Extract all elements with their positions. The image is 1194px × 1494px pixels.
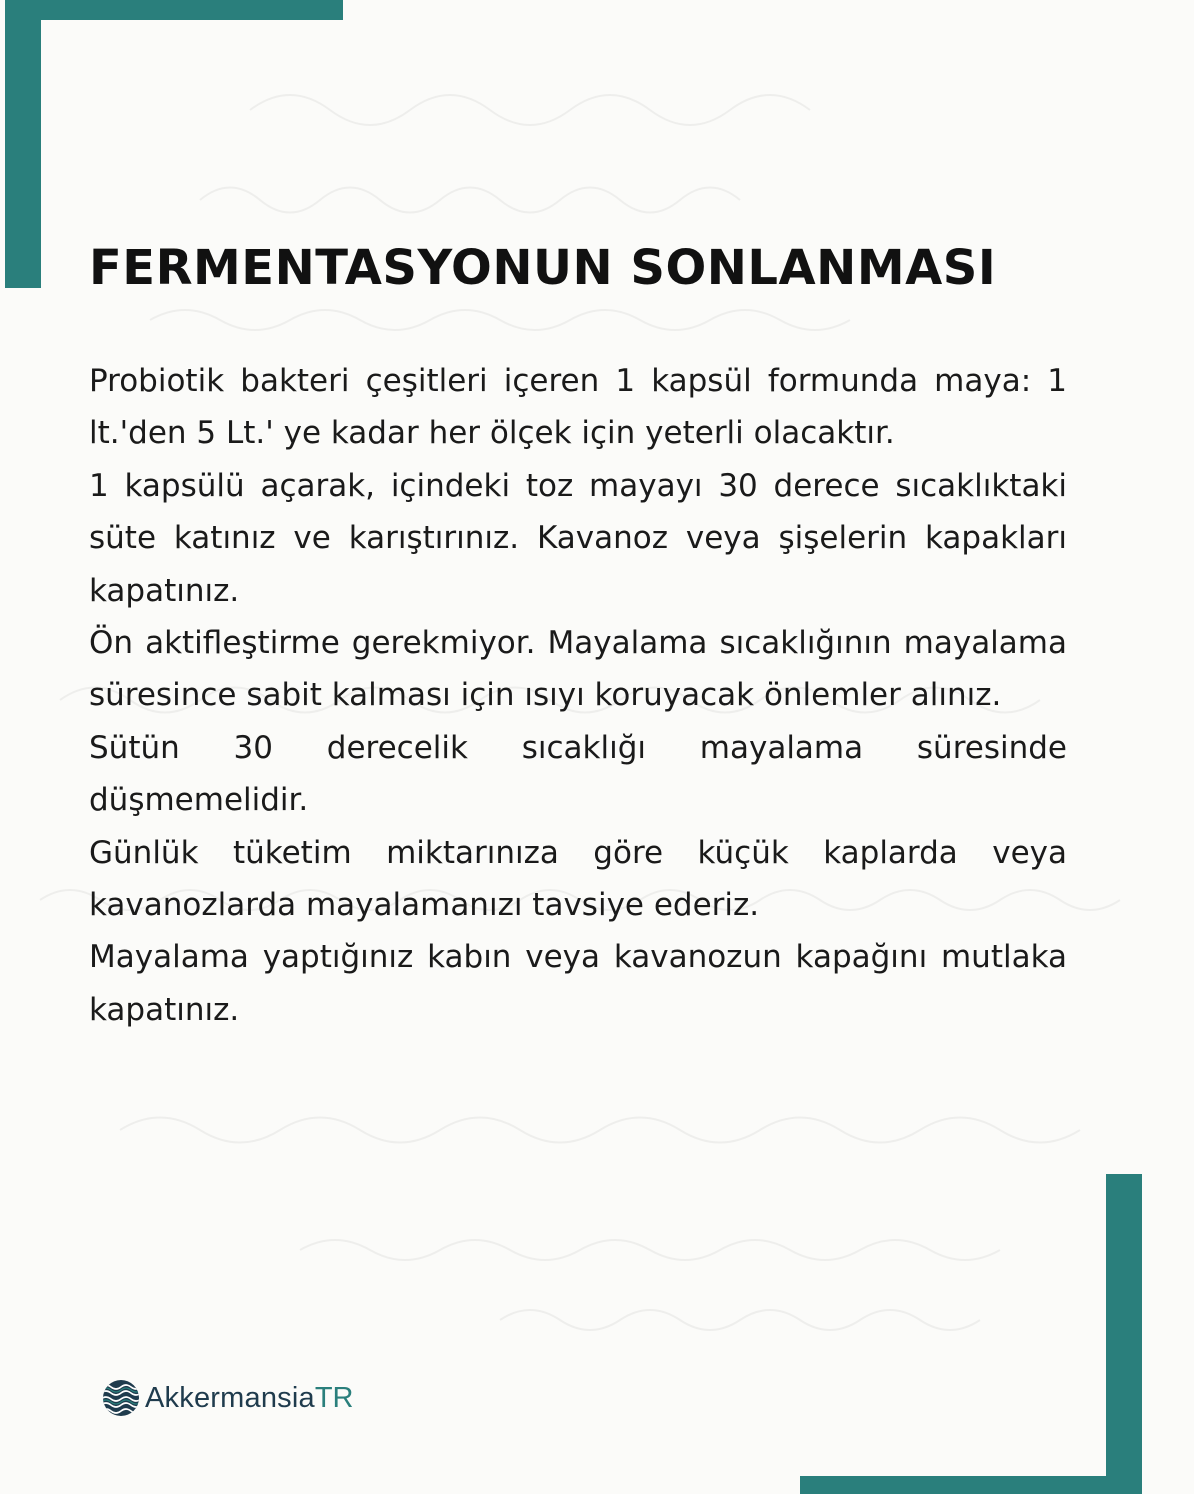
brand-name: Akkermansia: [145, 1381, 315, 1414]
instruction-paragraph: Günlük tüketim miktarınıza göre küçük kaplarda veya kavanozlarda mayalamanızı tavsiye ederiz.: [89, 834, 1067, 924]
page-title: FERMENTASYONUN SONLANMASI: [89, 240, 997, 296]
instructions-body: [89, 355, 1067, 1036]
instruction-paragraph: Probiotik bakteri çeşitleri içeren 1 kapsül formunda maya: 1 lt.'den 5 Lt.' ye kadar her ölçek için yeterli olacaktır.: [89, 363, 1067, 452]
corner-bracket-top-left-horizontal: [5, 0, 343, 20]
instruction-paragraph: Sütün 30 derecelik sıcaklığı mayalama süresinde düşmemelidir.: [89, 729, 1067, 819]
brand-suffix: TR: [314, 1381, 354, 1414]
brand-logo: [101, 1378, 354, 1418]
instruction-paragraph: Ön aktifleştirme gerekmiyor. Mayalama sıcaklığının mayalama süresince sabit kalması için ısıyı koruyacak önlemler alınız.: [89, 625, 1067, 714]
corner-bracket-top-left-vertical: [5, 0, 41, 288]
instruction-paragraph: Mayalama yaptığınız kabın veya kavanozun kapağını mutlaka kapatınız.: [89, 939, 1067, 1028]
wave-globe-icon: [101, 1378, 141, 1418]
corner-bracket-bottom-right-vertical: [1106, 1174, 1142, 1494]
corner-bracket-bottom-right-horizontal: [800, 1476, 1142, 1494]
instruction-paragraph: 1 kapsülü açarak, içindeki toz mayayı 30 derece sıcaklıktaki süte katınız ve karıştırınız. Kavanoz veya şişelerin kapakları kapatınız.: [89, 467, 1067, 609]
